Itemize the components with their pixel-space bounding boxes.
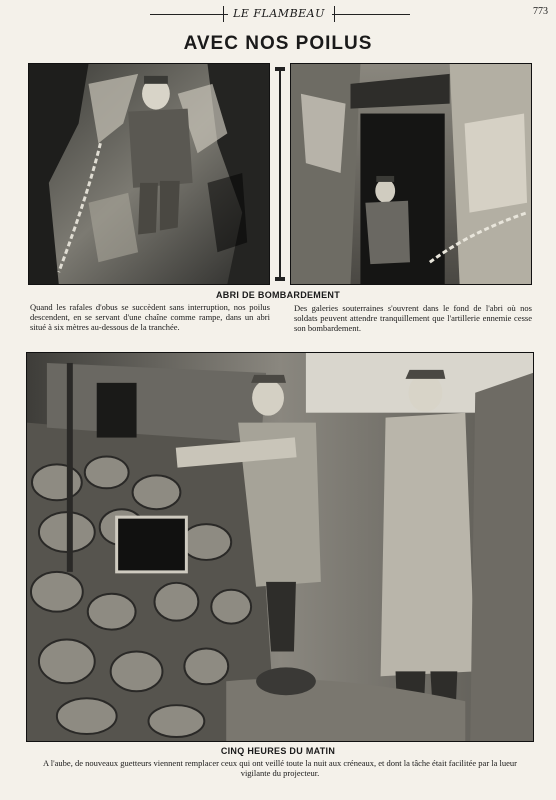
journal-name: LE FLAMBEAU (233, 7, 325, 20)
masthead-rule-right (332, 14, 410, 15)
abri-photo-right-image (291, 64, 531, 284)
masthead (0, 6, 556, 24)
photo-divider (274, 63, 286, 285)
abri-caption-left: Quand les rafales d'obus se succèdent sans interruption, nos poilus descendent, en se servant d'une chaîne comme rampe, dans un abri situé à six mètres au-dessous de la tranchée. (30, 302, 270, 332)
page-number: 773 (533, 6, 548, 17)
trench-caption-text: A l'aube, de nouveaux guetteurs viennent remplacer ceux qui ont veillé toute la nuit aux créneaux, et dont la tâche était facilitée par la lueur vigilante du projecteur. (42, 758, 518, 778)
masthead-rule-left (150, 14, 228, 15)
page-title: AVEC NOS POILUS (183, 33, 373, 54)
abri-photo-left-image (29, 64, 269, 284)
trench-caption-title: CINQ HEURES DU MATIN (220, 746, 336, 756)
abri-photo-right (290, 63, 532, 285)
abri-photo-left (28, 63, 270, 285)
trench-photo (26, 352, 534, 742)
abri-caption-right: Des galeries souterraines s'ouvrent dans le fond de l'abri où nos soldats peuvent attendre tranquillement que l'artillerie ennemie cesse son bombardement. (294, 303, 532, 333)
trench-photo-image (27, 353, 533, 741)
abri-caption-title: ABRI DE BOMBARDEMENT (216, 290, 340, 300)
